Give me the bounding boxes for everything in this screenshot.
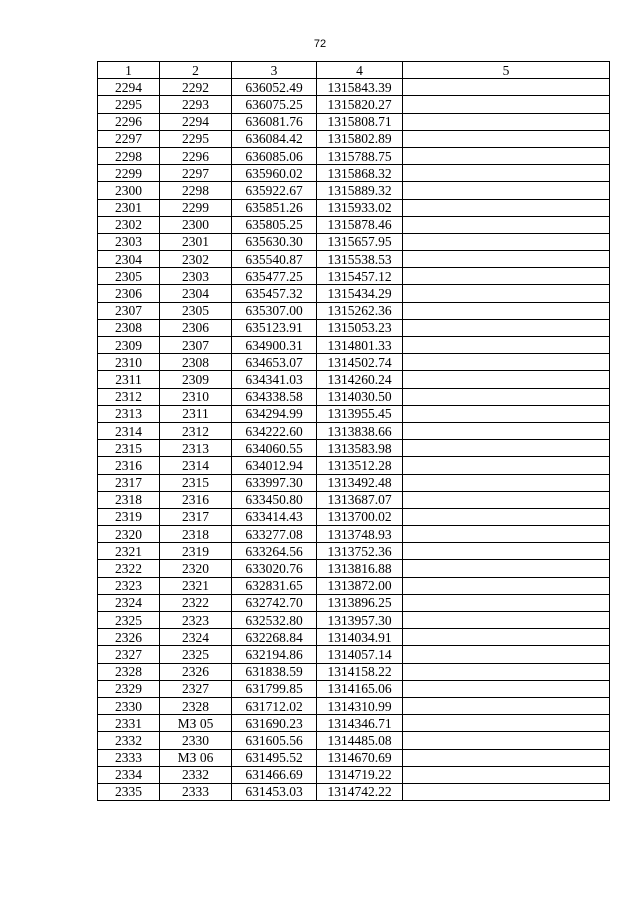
table-cell-col-2: 2294 [160, 113, 232, 130]
table-cell-col-1: 2311 [98, 371, 160, 388]
table-cell-col-3: 635851.26 [232, 199, 317, 216]
table-cell-col-5 [403, 285, 610, 302]
table-cell-col-1: 2313 [98, 405, 160, 422]
table-row [98, 302, 610, 319]
table-row [98, 130, 610, 147]
table-row [98, 612, 610, 629]
table-row [98, 457, 610, 474]
table-row [98, 663, 610, 680]
table-cell-col-4: 1313748.93 [317, 526, 403, 543]
table-cell-col-4: 1315788.75 [317, 147, 403, 164]
table-cell-col-4: 1315657.95 [317, 233, 403, 250]
table-cell-col-2: 2311 [160, 405, 232, 422]
table-cell-col-2: 2298 [160, 182, 232, 199]
table-cell-col-5 [403, 508, 610, 525]
table-row [98, 96, 610, 113]
table-cell-col-3: 636085.06 [232, 147, 317, 164]
table-cell-col-3: 631495.52 [232, 749, 317, 766]
table-row [98, 629, 610, 646]
table-cell-col-5 [403, 732, 610, 749]
table-cell-col-3: 631605.56 [232, 732, 317, 749]
table-row [98, 251, 610, 268]
table-row [98, 147, 610, 164]
table-cell-col-5 [403, 526, 610, 543]
table-row [98, 491, 610, 508]
table-cell-col-2: 2320 [160, 560, 232, 577]
table-cell-col-2: 2301 [160, 233, 232, 250]
table-cell-col-3: 632742.70 [232, 594, 317, 611]
table-cell-col-2: 2316 [160, 491, 232, 508]
table-row [98, 560, 610, 577]
table-cell-col-4: 1314057.14 [317, 646, 403, 663]
table-cell-col-3: 633020.76 [232, 560, 317, 577]
table-cell-col-1: 2315 [98, 440, 160, 457]
table-row [98, 646, 610, 663]
header-cell-2: 2 [160, 62, 232, 79]
table-cell-col-4: 1314346.71 [317, 715, 403, 732]
table-cell-col-4: 1314030.50 [317, 388, 403, 405]
table-cell-col-5 [403, 147, 610, 164]
table-cell-col-2: 2321 [160, 577, 232, 594]
table-cell-col-4: 1315878.46 [317, 216, 403, 233]
table-cell-col-5 [403, 715, 610, 732]
table-cell-col-2: 2325 [160, 646, 232, 663]
table-cell-col-5 [403, 543, 610, 560]
table-cell-col-4: 1314485.08 [317, 732, 403, 749]
table-cell-col-5 [403, 79, 610, 96]
table-cell-col-2: 2312 [160, 422, 232, 439]
table-cell-col-2: 2324 [160, 629, 232, 646]
table-row [98, 233, 610, 250]
table-cell-col-3: 636081.76 [232, 113, 317, 130]
table-cell-col-5 [403, 680, 610, 697]
table-cell-col-1: 2330 [98, 697, 160, 714]
table-cell-col-3: 635805.25 [232, 216, 317, 233]
table-row [98, 474, 610, 491]
table-cell-col-5 [403, 405, 610, 422]
table-cell-col-5 [403, 130, 610, 147]
table-row [98, 216, 610, 233]
table-cell-col-5 [403, 337, 610, 354]
table-row [98, 749, 610, 766]
table-cell-col-3: 636052.49 [232, 79, 317, 96]
table-row [98, 199, 610, 216]
table-cell-col-3: 634012.94 [232, 457, 317, 474]
table-cell-col-2: 2309 [160, 371, 232, 388]
table-cell-col-4: 1315868.32 [317, 165, 403, 182]
table-cell-col-2: 2327 [160, 680, 232, 697]
table-cell-col-3: 634653.07 [232, 354, 317, 371]
table-cell-col-3: 632194.86 [232, 646, 317, 663]
table-cell-col-5 [403, 560, 610, 577]
table-cell-col-1: 2300 [98, 182, 160, 199]
table-cell-col-3: 636084.42 [232, 130, 317, 147]
table-cell-col-4: 1314165.06 [317, 680, 403, 697]
table-row [98, 371, 610, 388]
table-cell-col-5 [403, 302, 610, 319]
table-cell-col-3: 631453.03 [232, 783, 317, 800]
table-cell-col-1: 2324 [98, 594, 160, 611]
table-cell-col-3: 633264.56 [232, 543, 317, 560]
table-cell-col-1: 2297 [98, 130, 160, 147]
table-cell-col-1: 2317 [98, 474, 160, 491]
table-cell-col-1: 2307 [98, 302, 160, 319]
table-cell-col-1: 2316 [98, 457, 160, 474]
table-row [98, 697, 610, 714]
table-cell-col-1: 2312 [98, 388, 160, 405]
table-cell-col-1: 2322 [98, 560, 160, 577]
table-cell-col-4: 1313896.25 [317, 594, 403, 611]
table-cell-col-1: 2304 [98, 251, 160, 268]
table-cell-col-5 [403, 371, 610, 388]
table-cell-col-3: 634294.99 [232, 405, 317, 422]
table-cell-col-5 [403, 199, 610, 216]
table-cell-col-2: 2306 [160, 319, 232, 336]
table-cell-col-1: 2325 [98, 612, 160, 629]
table-cell-col-4: 1314801.33 [317, 337, 403, 354]
table-row [98, 388, 610, 405]
table-cell-col-5 [403, 388, 610, 405]
table-cell-col-3: 634341.03 [232, 371, 317, 388]
table-cell-col-4: 1315802.89 [317, 130, 403, 147]
table-row [98, 577, 610, 594]
table-row [98, 732, 610, 749]
table-cell-col-2: 2315 [160, 474, 232, 491]
table-cell-col-3: 635960.02 [232, 165, 317, 182]
table-cell-col-4: 1313838.66 [317, 422, 403, 439]
table-cell-col-4: 1314034.91 [317, 629, 403, 646]
table-cell-col-5 [403, 474, 610, 491]
table-cell-col-2: МЗ 05 [160, 715, 232, 732]
table-row [98, 354, 610, 371]
table-cell-col-1: 2320 [98, 526, 160, 543]
table-cell-col-4: 1314742.22 [317, 783, 403, 800]
table-cell-col-5 [403, 612, 610, 629]
table-cell-col-4: 1315457.12 [317, 268, 403, 285]
table-cell-col-2: 2317 [160, 508, 232, 525]
table-cell-col-1: 2321 [98, 543, 160, 560]
table-cell-col-3: 634900.31 [232, 337, 317, 354]
table-cell-col-1: 2318 [98, 491, 160, 508]
table-cell-col-4: 1315843.39 [317, 79, 403, 96]
table-cell-col-3: 635477.25 [232, 268, 317, 285]
table-row [98, 79, 610, 96]
table-cell-col-3: 634338.58 [232, 388, 317, 405]
table-row [98, 594, 610, 611]
table-cell-col-2: 2304 [160, 285, 232, 302]
table-cell-col-1: 2302 [98, 216, 160, 233]
table-cell-col-5 [403, 697, 610, 714]
table-row [98, 715, 610, 732]
table-row [98, 113, 610, 130]
table-cell-col-2: 2305 [160, 302, 232, 319]
table-cell-col-4: 1313512.28 [317, 457, 403, 474]
table-cell-col-3: 635457.32 [232, 285, 317, 302]
table-cell-col-1: 2335 [98, 783, 160, 800]
table-cell-col-2: 2296 [160, 147, 232, 164]
header-cell-3: 3 [232, 62, 317, 79]
table-cell-col-3: 632532.80 [232, 612, 317, 629]
table-cell-col-2: 2318 [160, 526, 232, 543]
table-row [98, 766, 610, 783]
table-cell-col-4: 1313957.30 [317, 612, 403, 629]
table-cell-col-4: 1314670.69 [317, 749, 403, 766]
table-cell-col-5 [403, 749, 610, 766]
table-cell-col-4: 1315933.02 [317, 199, 403, 216]
table-cell-col-2: 2313 [160, 440, 232, 457]
table-cell-col-1: 2308 [98, 319, 160, 336]
table-cell-col-4: 1313687.07 [317, 491, 403, 508]
table-cell-col-5 [403, 165, 610, 182]
table-cell-col-5 [403, 594, 610, 611]
table-cell-col-4: 1313700.02 [317, 508, 403, 525]
table-cell-col-3: 632831.65 [232, 577, 317, 594]
table-cell-col-2: МЗ 06 [160, 749, 232, 766]
table-row [98, 543, 610, 560]
table-cell-col-4: 1313955.45 [317, 405, 403, 422]
page-number: 72 [313, 38, 327, 50]
table-row [98, 783, 610, 800]
table-cell-col-1: 2323 [98, 577, 160, 594]
table-cell-col-4: 1313816.88 [317, 560, 403, 577]
header-row [98, 62, 610, 79]
table-cell-col-4: 1315262.36 [317, 302, 403, 319]
table-cell-col-4: 1315053.23 [317, 319, 403, 336]
table-row [98, 268, 610, 285]
table-cell-col-1: 2331 [98, 715, 160, 732]
table-cell-col-4: 1315434.29 [317, 285, 403, 302]
table-cell-col-5 [403, 577, 610, 594]
table-cell-col-3: 636075.25 [232, 96, 317, 113]
table-row [98, 319, 610, 336]
table-cell-col-1: 2334 [98, 766, 160, 783]
table-cell-col-4: 1315820.27 [317, 96, 403, 113]
table-cell-col-5 [403, 440, 610, 457]
table-cell-col-5 [403, 646, 610, 663]
table-cell-col-5 [403, 268, 610, 285]
table-cell-col-3: 631712.02 [232, 697, 317, 714]
table-cell-col-2: 2308 [160, 354, 232, 371]
table-cell-col-4: 1313752.36 [317, 543, 403, 560]
table-cell-col-1: 2299 [98, 165, 160, 182]
table-cell-col-5 [403, 216, 610, 233]
table-cell-col-4: 1314158.22 [317, 663, 403, 680]
table-row [98, 508, 610, 525]
header-cell-1: 1 [98, 62, 160, 79]
table-cell-col-1: 2301 [98, 199, 160, 216]
table-cell-col-1: 2310 [98, 354, 160, 371]
table-cell-col-5 [403, 182, 610, 199]
table-cell-col-5 [403, 766, 610, 783]
table-cell-col-3: 635630.30 [232, 233, 317, 250]
table-cell-col-3: 631690.23 [232, 715, 317, 732]
table-cell-col-1: 2294 [98, 79, 160, 96]
table-cell-col-5 [403, 629, 610, 646]
table-cell-col-1: 2306 [98, 285, 160, 302]
table-cell-col-3: 631838.59 [232, 663, 317, 680]
table-cell-col-3: 633277.08 [232, 526, 317, 543]
table-row [98, 422, 610, 439]
table-cell-col-2: 2303 [160, 268, 232, 285]
table-cell-col-5 [403, 783, 610, 800]
table-cell-col-1: 2298 [98, 147, 160, 164]
table-cell-col-5 [403, 354, 610, 371]
table-cell-col-1: 2295 [98, 96, 160, 113]
table-cell-col-5 [403, 113, 610, 130]
table-cell-col-2: 2322 [160, 594, 232, 611]
table-cell-col-5 [403, 457, 610, 474]
table-cell-col-1: 2309 [98, 337, 160, 354]
header-cell-4: 4 [317, 62, 403, 79]
table-cell-col-2: 2314 [160, 457, 232, 474]
table-row [98, 182, 610, 199]
table-cell-col-4: 1314502.74 [317, 354, 403, 371]
table-cell-col-2: 2326 [160, 663, 232, 680]
table-cell-col-3: 634060.55 [232, 440, 317, 457]
table-cell-col-2: 2300 [160, 216, 232, 233]
table-cell-col-5 [403, 491, 610, 508]
table-cell-col-2: 2333 [160, 783, 232, 800]
table-row [98, 405, 610, 422]
table-cell-col-4: 1315808.71 [317, 113, 403, 130]
table-cell-col-5 [403, 422, 610, 439]
table-row [98, 526, 610, 543]
table-cell-col-1: 2328 [98, 663, 160, 680]
table-cell-col-2: 2295 [160, 130, 232, 147]
table-cell-col-2: 2323 [160, 612, 232, 629]
table-cell-col-3: 633450.80 [232, 491, 317, 508]
table-cell-col-3: 634222.60 [232, 422, 317, 439]
table-cell-col-1: 2326 [98, 629, 160, 646]
table-cell-col-2: 2293 [160, 96, 232, 113]
table-cell-col-1: 2332 [98, 732, 160, 749]
table-cell-col-3: 631466.69 [232, 766, 317, 783]
table-cell-col-4: 1315538.53 [317, 251, 403, 268]
table-cell-col-4: 1314719.22 [317, 766, 403, 783]
table-cell-col-2: 2330 [160, 732, 232, 749]
table-cell-col-2: 2310 [160, 388, 232, 405]
table-cell-col-5 [403, 233, 610, 250]
table-cell-col-3: 635922.67 [232, 182, 317, 199]
table-cell-col-1: 2296 [98, 113, 160, 130]
table-cell-col-3: 635540.87 [232, 251, 317, 268]
table-cell-col-4: 1314310.99 [317, 697, 403, 714]
table-body [98, 79, 610, 801]
table-cell-col-4: 1313492.48 [317, 474, 403, 491]
table-cell-col-2: 2302 [160, 251, 232, 268]
table-cell-col-5 [403, 319, 610, 336]
table-cell-col-4: 1314260.24 [317, 371, 403, 388]
table-cell-col-5 [403, 663, 610, 680]
table-cell-col-4: 1315889.32 [317, 182, 403, 199]
table-row [98, 165, 610, 182]
table-cell-col-1: 2329 [98, 680, 160, 697]
table-cell-col-1: 2319 [98, 508, 160, 525]
table-cell-col-1: 2314 [98, 422, 160, 439]
table-cell-col-3: 635123.91 [232, 319, 317, 336]
table-row [98, 680, 610, 697]
table-cell-col-5 [403, 96, 610, 113]
table-cell-col-2: 2328 [160, 697, 232, 714]
table-cell-col-2: 2297 [160, 165, 232, 182]
table-cell-col-1: 2327 [98, 646, 160, 663]
table-cell-col-3: 633997.30 [232, 474, 317, 491]
header-cell-5: 5 [403, 62, 610, 79]
table-row [98, 337, 610, 354]
table-cell-col-1: 2303 [98, 233, 160, 250]
table-cell-col-2: 2299 [160, 199, 232, 216]
table-row [98, 440, 610, 457]
table-cell-col-4: 1313872.00 [317, 577, 403, 594]
table-cell-col-2: 2307 [160, 337, 232, 354]
table-cell-col-3: 631799.85 [232, 680, 317, 697]
table-cell-col-3: 632268.84 [232, 629, 317, 646]
table-cell-col-3: 633414.43 [232, 508, 317, 525]
table-cell-col-1: 2305 [98, 268, 160, 285]
table-cell-col-4: 1313583.98 [317, 440, 403, 457]
table-row [98, 285, 610, 302]
table-cell-col-2: 2319 [160, 543, 232, 560]
table-header [98, 62, 610, 79]
table-cell-col-2: 2332 [160, 766, 232, 783]
coordinates-table [97, 61, 610, 801]
table-cell-col-3: 635307.00 [232, 302, 317, 319]
table-cell-col-5 [403, 251, 610, 268]
table-cell-col-2: 2292 [160, 79, 232, 96]
table-cell-col-1: 2333 [98, 749, 160, 766]
